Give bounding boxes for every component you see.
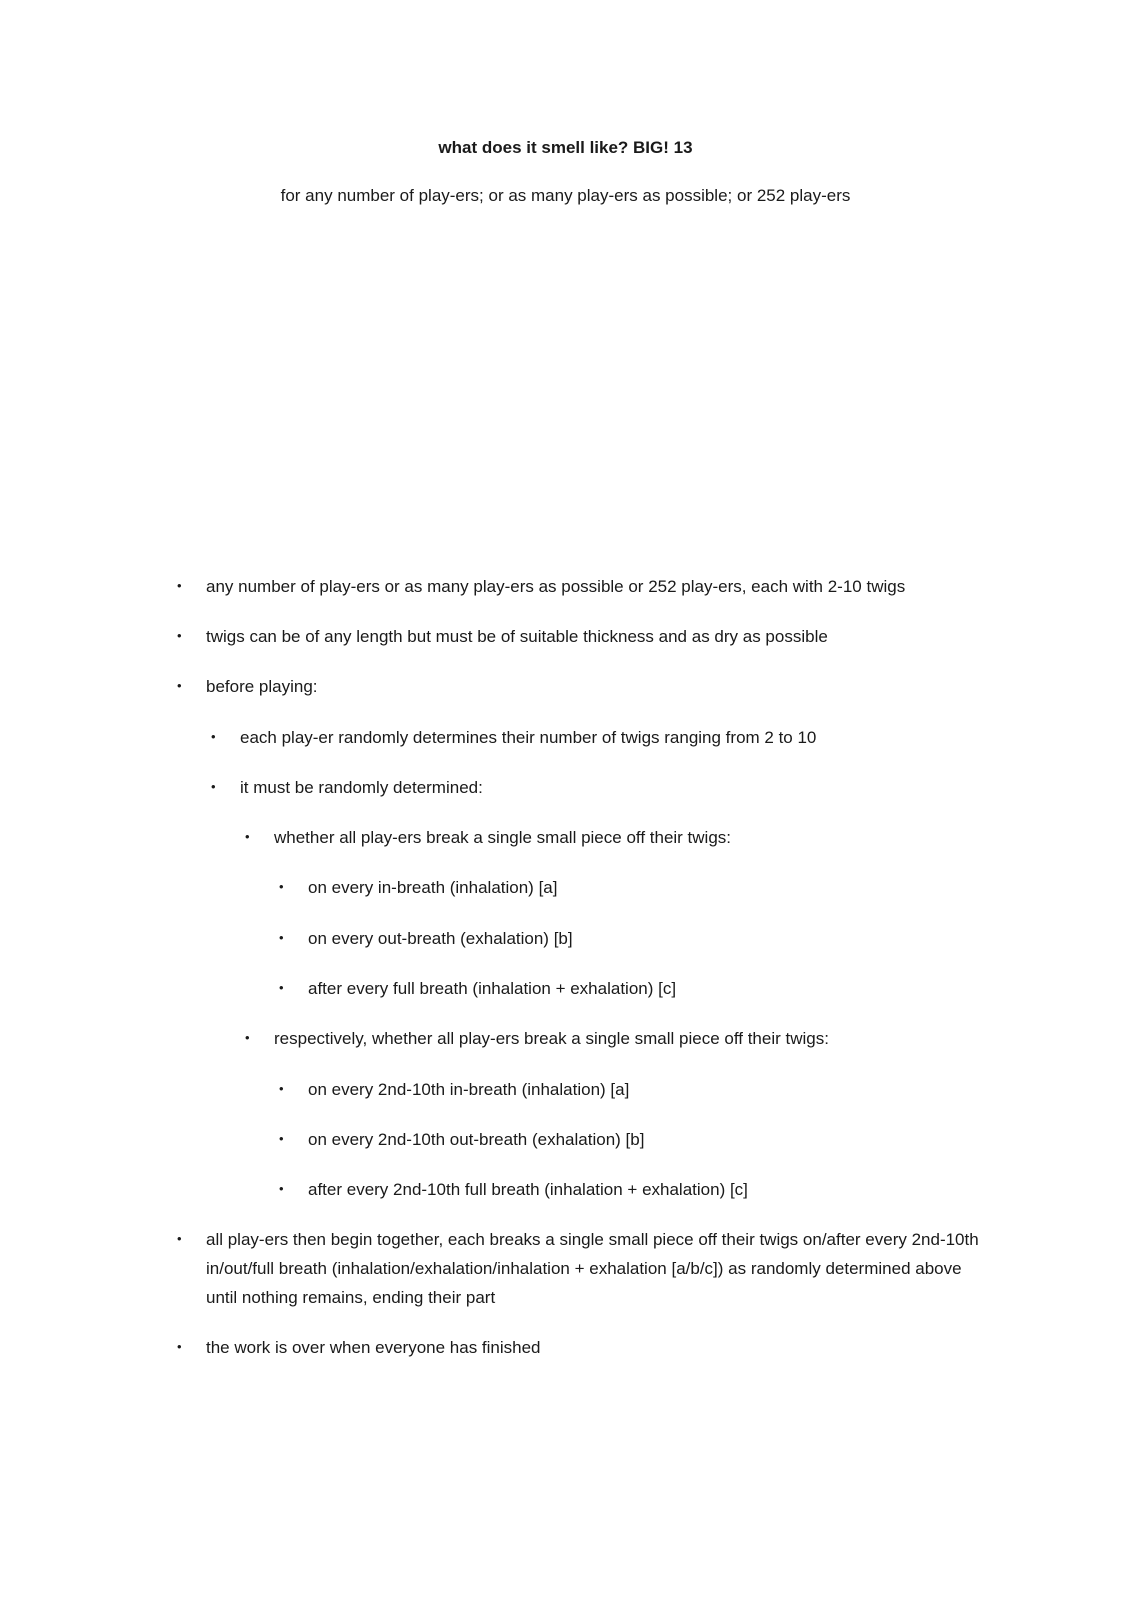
list-item-text: whether all play-ers break a single small piece off their twigs:: [274, 828, 732, 847]
page-subtitle: for any number of play-ers; or as many play-ers as possible; or 252 play-ers: [280, 186, 851, 205]
bullet-icon: •: [279, 1181, 284, 1196]
list-item: [279, 1175, 968, 1204]
list-item: [279, 1125, 968, 1154]
list-item: [279, 873, 968, 902]
list-item-text: on every in-breath (inhalation) [a]: [308, 878, 558, 897]
bullet-icon: •: [279, 930, 284, 945]
list-item-text: on every 2nd-10th out-breath (exhalation) [b]: [308, 1130, 645, 1149]
list-item: [211, 773, 980, 802]
bullet-icon: •: [279, 879, 284, 894]
bullet-icon: •: [177, 578, 182, 593]
page-title: what does it smell like? BIG! 13: [438, 138, 693, 157]
list-item: [279, 974, 968, 1003]
list-item: [211, 723, 980, 752]
list-item-text: the work is over when everyone has finished: [206, 1338, 541, 1357]
list-item-text: all play-ers then begin together, each breaks a single small piece off their twigs on/after every 2nd-10th in/out/full breath (inhalation/exhalation/inhalation + exhalation [a/b/c]) as randomly determined above until nothing remains, ending their part: [206, 1230, 979, 1307]
bullet-icon: •: [211, 779, 216, 794]
list-item-text: twigs can be of any length but must be of suitable thickness and as dry as possible: [206, 627, 828, 646]
list-item-text: it must be randomly determined:: [240, 778, 483, 797]
list-item-text: respectively, whether all play-ers break a single small piece off their twigs:: [274, 1029, 829, 1048]
list-item: [177, 1333, 986, 1362]
list-item-text: after every 2nd-10th full breath (inhalation + exhalation) [c]: [308, 1180, 748, 1199]
bullet-icon: •: [177, 1339, 182, 1354]
bullet-icon: •: [177, 628, 182, 643]
list-item: [177, 1225, 986, 1312]
list-item: [245, 823, 974, 852]
list-item-text: each play-er randomly determines their number of twigs ranging from 2 to 10: [240, 728, 817, 747]
list-item-text: on every 2nd-10th in-breath (inhalation) [a]: [308, 1080, 630, 1099]
list-item: [279, 924, 968, 953]
list-item: [177, 672, 986, 701]
list-item-text: any number of play-ers or as many play-ers as possible or 252 play-ers, each with 2-10 twigs: [206, 577, 906, 596]
list-item: [177, 622, 986, 651]
bullet-icon: •: [279, 1081, 284, 1096]
list-item: [245, 1024, 974, 1053]
list-item-text: on every out-breath (exhalation) [b]: [308, 929, 573, 948]
list-item-text: before playing:: [206, 677, 318, 696]
list-item-text: after every full breath (inhalation + exhalation) [c]: [308, 979, 677, 998]
list-item: [279, 1075, 968, 1104]
bullet-icon: •: [279, 980, 284, 995]
bullet-icon: •: [177, 678, 182, 693]
list-item: [177, 572, 986, 601]
bullet-icon: •: [211, 729, 216, 744]
bullet-icon: •: [279, 1131, 284, 1146]
bullet-icon: •: [245, 829, 250, 844]
bullet-icon: •: [245, 1030, 250, 1045]
bullet-icon: •: [177, 1231, 182, 1246]
